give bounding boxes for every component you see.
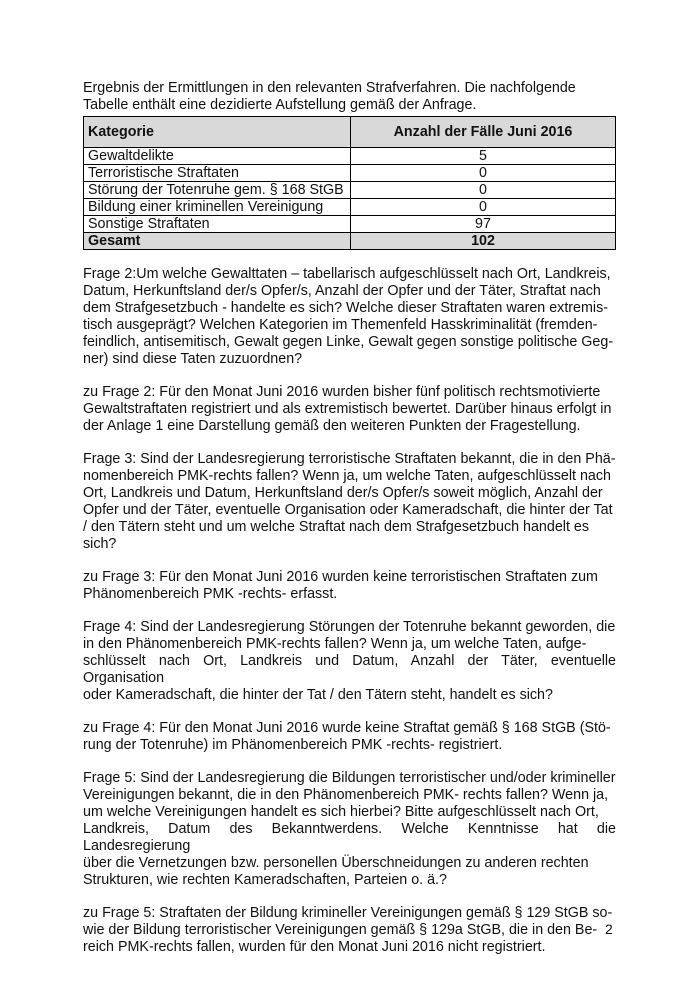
page-number: 2 (605, 921, 613, 937)
table-row (84, 216, 616, 233)
header-category: Kategorie (84, 117, 351, 148)
table-row (84, 199, 616, 216)
row-category: Gewaltdelikte (84, 148, 351, 165)
question-4-paragraph: Frage 4: Sind der Landesregierung Störungen der Totenruhe bekannt geworden, die in den Phänomenbereich PMK-rechts fallen? Wenn ja, um welche Taten, aufge- schlüsselt nach Ort, Landkreis und Datum, Anzahl der Täter, eventuelle Organisation oder Kameradschaft, die hinter der Tat / den Tätern steht, handelt es sich? (83, 619, 616, 703)
question-2-paragraph: Frage 2:Um welche Gewalttaten – tabellarisch aufgeschlüsselt nach Ort, Landkreis, Datum, Herkunftsland der/s Opfer/s, Anzahl der Opfer und der Täter, Straftat nach dem Strafgesetzbuch - handelte es sich? Welche dieser Straftaten waren extremis- tisch ausgeprägt? Welchen Kategorien im Themenfeld Hasskriminalität (fremden- feindlich, antisemitisch, Gewalt gegen Linke, Gewalt gegen sonstige politische Geg- ner) sind diese Taten zuzuordnen? (83, 266, 614, 367)
table-row (84, 165, 616, 182)
answer-2-paragraph: zu Frage 2: Für den Monat Juni 2016 wurden bisher fünf politisch rechtsmotivierte Gewaltstraftaten registriert und als extremistisch bewertet. Darüber hinaus erfolgt in der Anlage 1 eine Darstellung gemäß den weiteren Punkten der Fragestellung. (83, 384, 612, 434)
row-category: Sonstige Straftaten (84, 216, 351, 233)
case-statistics-table (83, 116, 616, 250)
header-count: Anzahl der Fälle Juni 2016 (351, 117, 616, 148)
intro-paragraph: Ergebnis der Ermittlungen in den relevanten Strafverfahren. Die nachfolgende Tabelle enthält eine dezidierte Aufstellung gemäß der Anfrage. (83, 80, 576, 113)
question-5-paragraph: Frage 5: Sind der Landesregierung die Bildungen terroristischer und/oder krimineller Vereinigungen bekannt, die in den Phänomenbereich PMK- rechts fallen? Wenn ja, um welche Vereinigungen handelt es sich hierbei? Bitte aufgeschlüsselt nach Ort, Landkreis, Datum des Bekanntwerdens. Welche Kenntnisse hat die Landesregierung über die Vernetzungen bzw. personellen Überschneidungen zu anderen rechten Strukturen, wie rechten Kameradschaften, Parteien o. ä.? (83, 770, 616, 888)
row-count: 0 (351, 199, 616, 216)
total-count: 102 (351, 233, 616, 250)
total-label: Gesamt (84, 233, 351, 250)
row-count: 97 (351, 216, 616, 233)
document-page (83, 80, 616, 972)
row-category: Terroristische Straftaten (84, 165, 351, 182)
row-count: 0 (351, 182, 616, 199)
row-category: Bildung einer kriminellen Vereinigung (84, 199, 351, 216)
table-row (84, 148, 616, 165)
answer-3-paragraph: zu Frage 3: Für den Monat Juni 2016 wurden keine terroristischen Straftaten zum Phänomenbereich PMK -rechts- erfasst. (83, 569, 598, 602)
table-total-row (84, 233, 616, 250)
table-row (84, 182, 616, 199)
answer-5-paragraph: zu Frage 5: Straftaten der Bildung krimineller Vereinigungen gemäß § 129 StGB so- wie der Bildung terroristischer Vereinigungen gemäß § 129a StGB, die in den Be- reich PMK-rechts fallen, wurden für den Monat Juni 2016 nicht registriert. (83, 905, 613, 955)
table-header-row (84, 117, 616, 148)
row-count: 5 (351, 148, 616, 165)
answer-4-paragraph: zu Frage 4: Für den Monat Juni 2016 wurde keine Straftat gemäß § 168 StGB (Stö- rung der Totenruhe) im Phänomenbereich PMK -rechts- registriert. (83, 720, 611, 753)
question-3-paragraph: Frage 3: Sind der Landesregierung terroristische Straftaten bekannt, die in den Phä- nomenbereich PMK-rechts fallen? Wenn ja, um welche Taten, aufgeschlüsselt nach Ort, Landkreis und Datum, Herkunftsland der/s Opfer/s soweit möglich, Anzahl der Opfer und der Täter, eventuelle Organisation oder Kameradschaft, die hinter der Tat / den Tätern steht und um welche Straftat nach dem Strafgesetzbuch handelt es sich? (83, 451, 616, 552)
row-count: 0 (351, 165, 616, 182)
row-category: Störung der Totenruhe gem. § 168 StGB (84, 182, 351, 199)
